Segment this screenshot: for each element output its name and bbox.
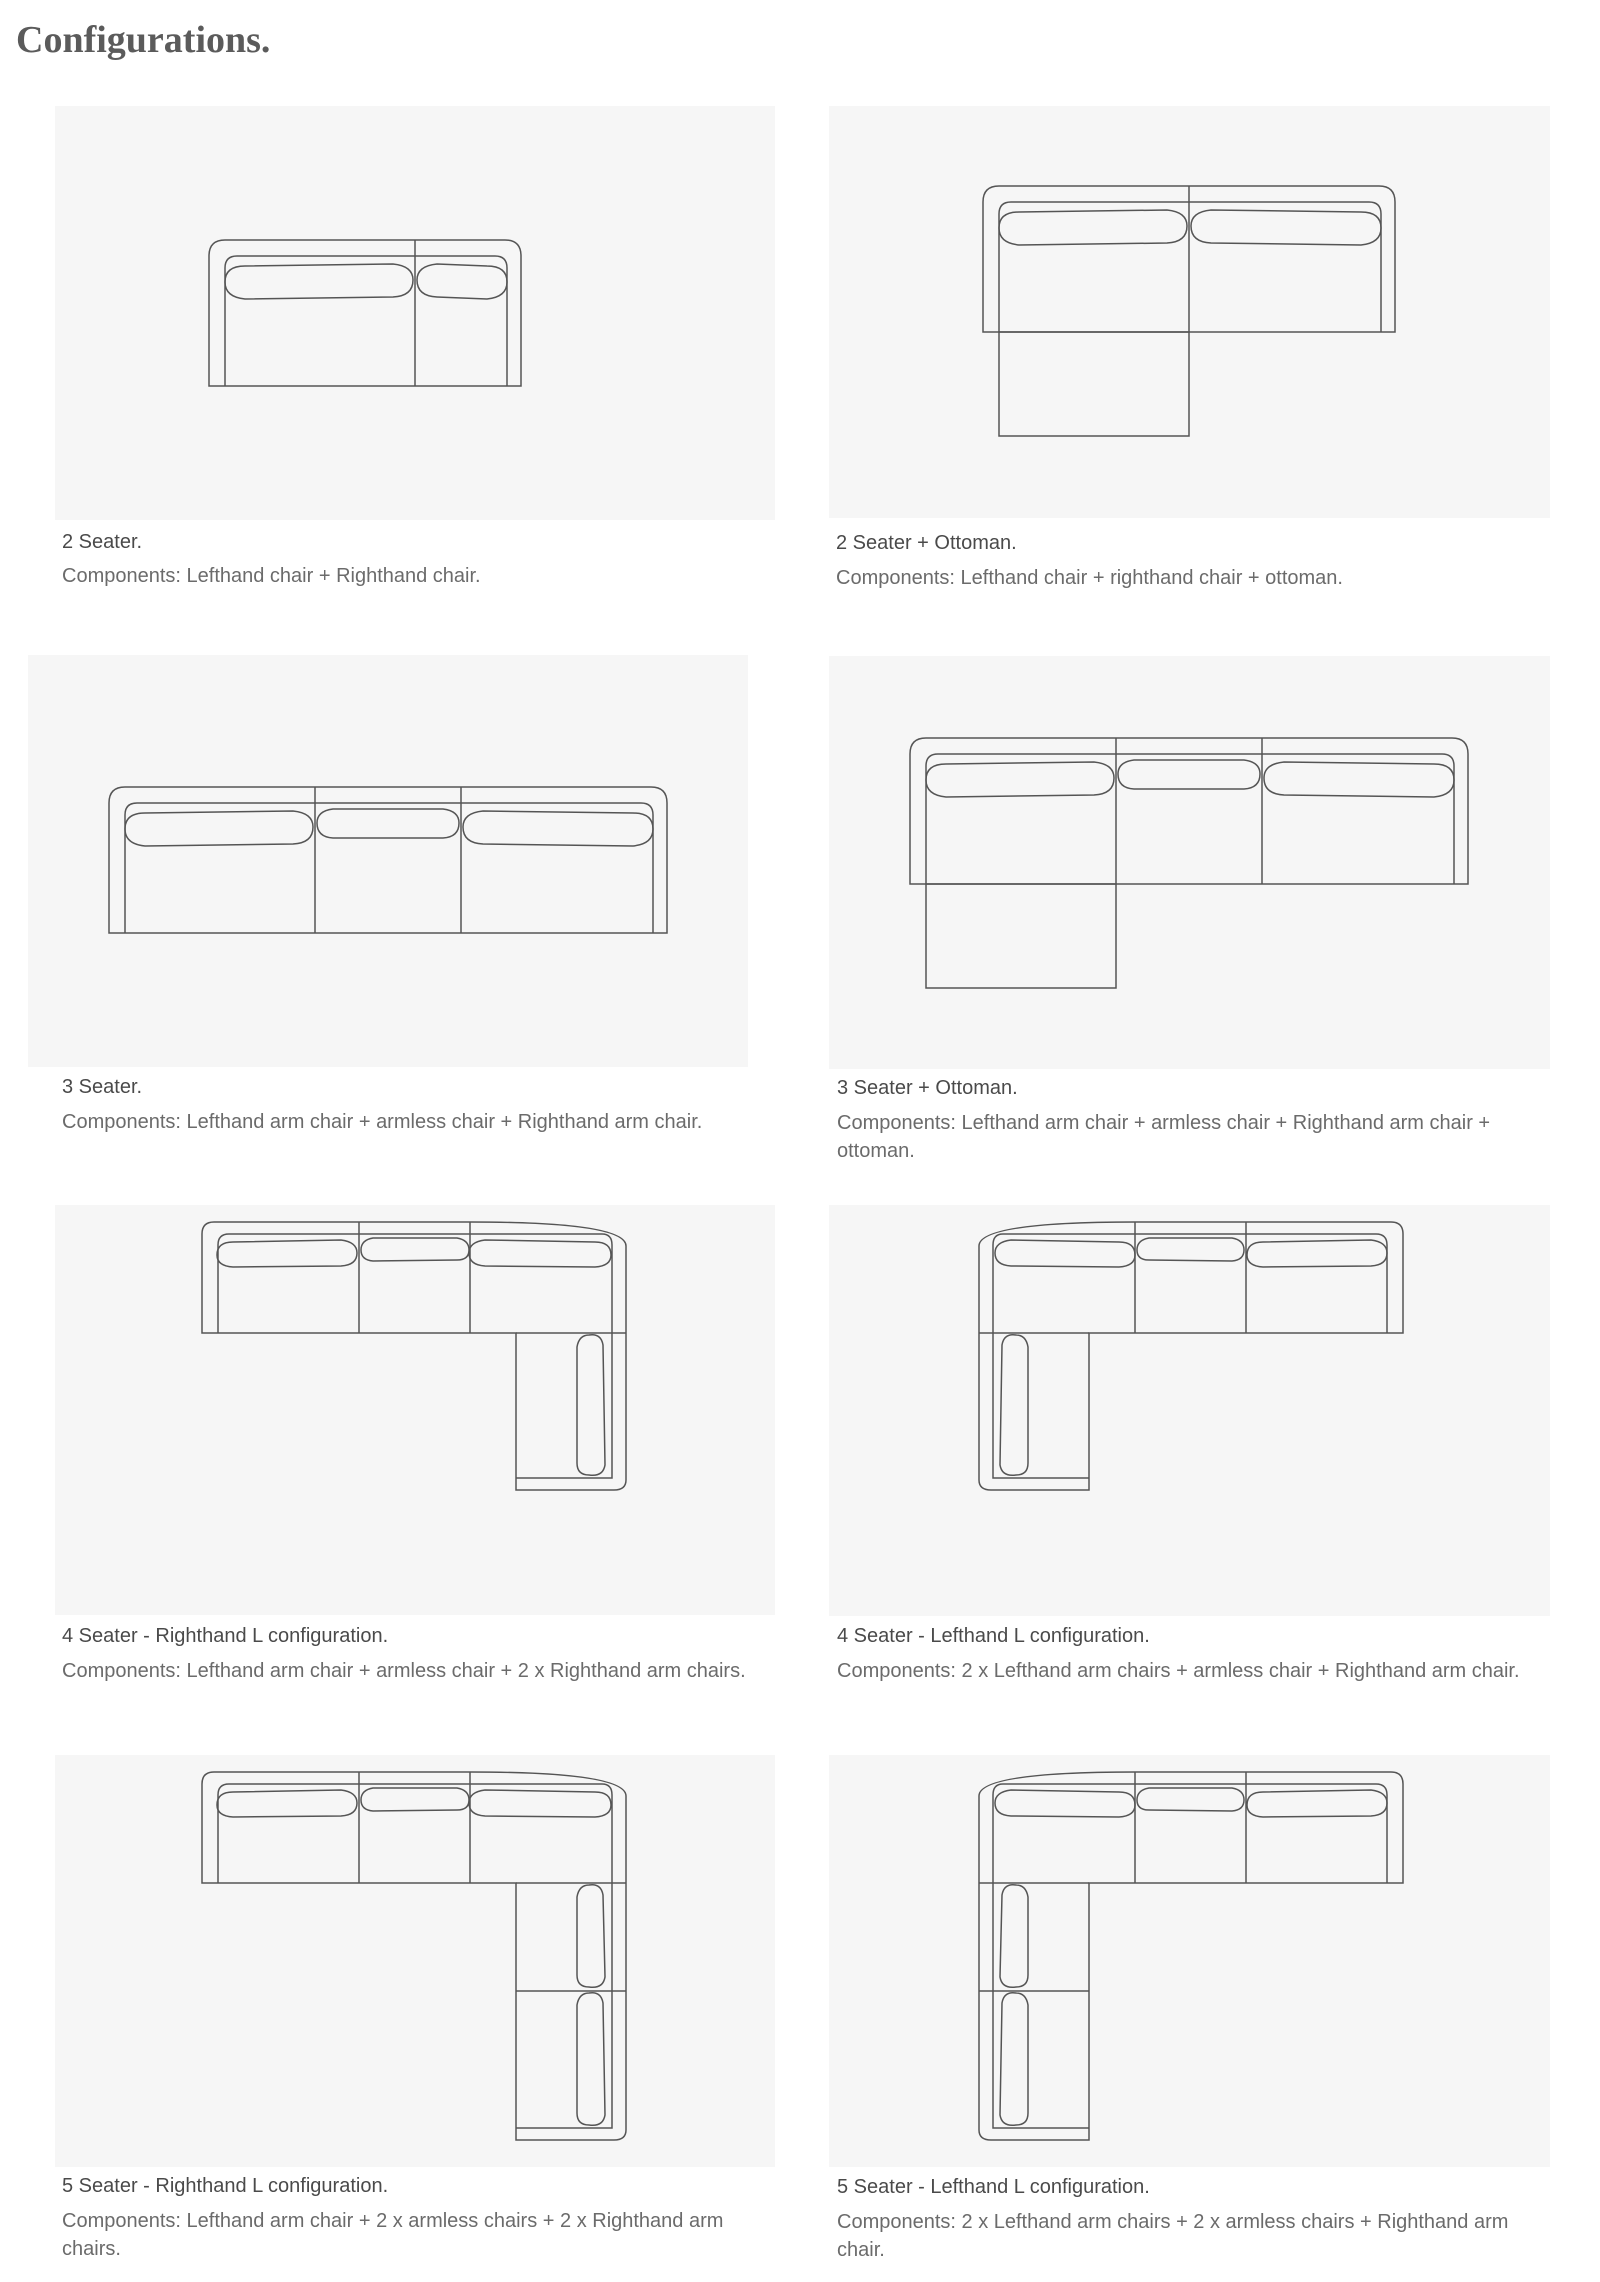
config-components: Components: 2 x Lefthand arm chairs + armless chair + Righthand arm chair. <box>837 1660 1520 1682</box>
config-title: 4 Seater - Righthand L configuration. <box>62 1625 389 1647</box>
sofa-drawing-5-seater-lefthand-l <box>829 1755 1550 2167</box>
config-components: Components: 2 x Lefthand arm chairs + 2 x armless chairs + Righthand arm chair. <box>837 2211 1509 2261</box>
sofa-drawing-4-seater-lefthand-l <box>829 1205 1550 1616</box>
config-4-seater-lefthand-l <box>829 1205 1550 1725</box>
sofa-diagram-5-seater-righthand-l <box>55 1755 775 2167</box>
sofa-drawing-4-seater-righthand-l <box>55 1205 775 1615</box>
config-5-seater-righthand-l <box>55 1755 775 2275</box>
config-3-seater-ottoman <box>829 656 1550 1176</box>
sofa-diagram-2-seater <box>55 106 775 520</box>
config-3-seater <box>28 655 748 1175</box>
sofa-diagram-5-seater-lefthand-l <box>829 1755 1550 2167</box>
config-components: Components: Lefthand arm chair + armless chair + Righthand arm chair + ottoman. <box>837 1112 1491 1162</box>
config-title: 5 Seater - Lefthand L configuration. <box>837 2176 1150 2198</box>
config-title: 2 Seater + Ottoman. <box>836 532 1017 554</box>
sofa-diagram-4-seater-righthand-l <box>55 1205 775 1615</box>
config-title: 4 Seater - Lefthand L configuration. <box>837 1625 1150 1647</box>
sofa-drawing-2-seater <box>55 106 775 520</box>
sofa-drawing-5-seater-righthand-l <box>55 1755 775 2167</box>
sofa-diagram-2-seater-ottoman <box>829 106 1550 518</box>
sofa-diagram-3-seater <box>28 655 748 1067</box>
config-title: 3 Seater. <box>62 1076 143 1098</box>
config-2-seater-ottoman <box>829 106 1550 596</box>
config-components: Components: Lefthand arm chair + armless chair + 2 x Righthand arm chairs. <box>62 1660 746 1682</box>
config-4-seater-righthand-l <box>55 1205 775 1725</box>
config-title: 2 Seater. <box>62 531 143 553</box>
sofa-diagram-4-seater-lefthand-l <box>829 1205 1550 1616</box>
sofa-diagram-3-seater-ottoman <box>829 656 1550 1069</box>
config-2-seater <box>55 106 775 596</box>
config-5-seater-lefthand-l <box>829 1755 1550 2275</box>
sofa-drawing-3-seater-ottoman <box>829 656 1550 1069</box>
sofa-drawing-2-seater-ottoman <box>829 106 1550 518</box>
config-components: Components: Lefthand chair + righthand chair + ottoman. <box>836 567 1343 589</box>
config-title: 3 Seater + Ottoman. <box>837 1077 1018 1099</box>
sofa-drawing-3-seater <box>28 655 748 1067</box>
config-components: Components: Lefthand arm chair + 2 x armless chairs + 2 x Righthand arm chairs. <box>62 2210 724 2260</box>
page-title: Configurations. <box>16 19 271 61</box>
config-components: Components: Lefthand chair + Righthand chair. <box>62 565 481 587</box>
config-components: Components: Lefthand arm chair + armless chair + Righthand arm chair. <box>62 1111 703 1133</box>
config-title: 5 Seater - Righthand L configuration. <box>62 2175 389 2197</box>
